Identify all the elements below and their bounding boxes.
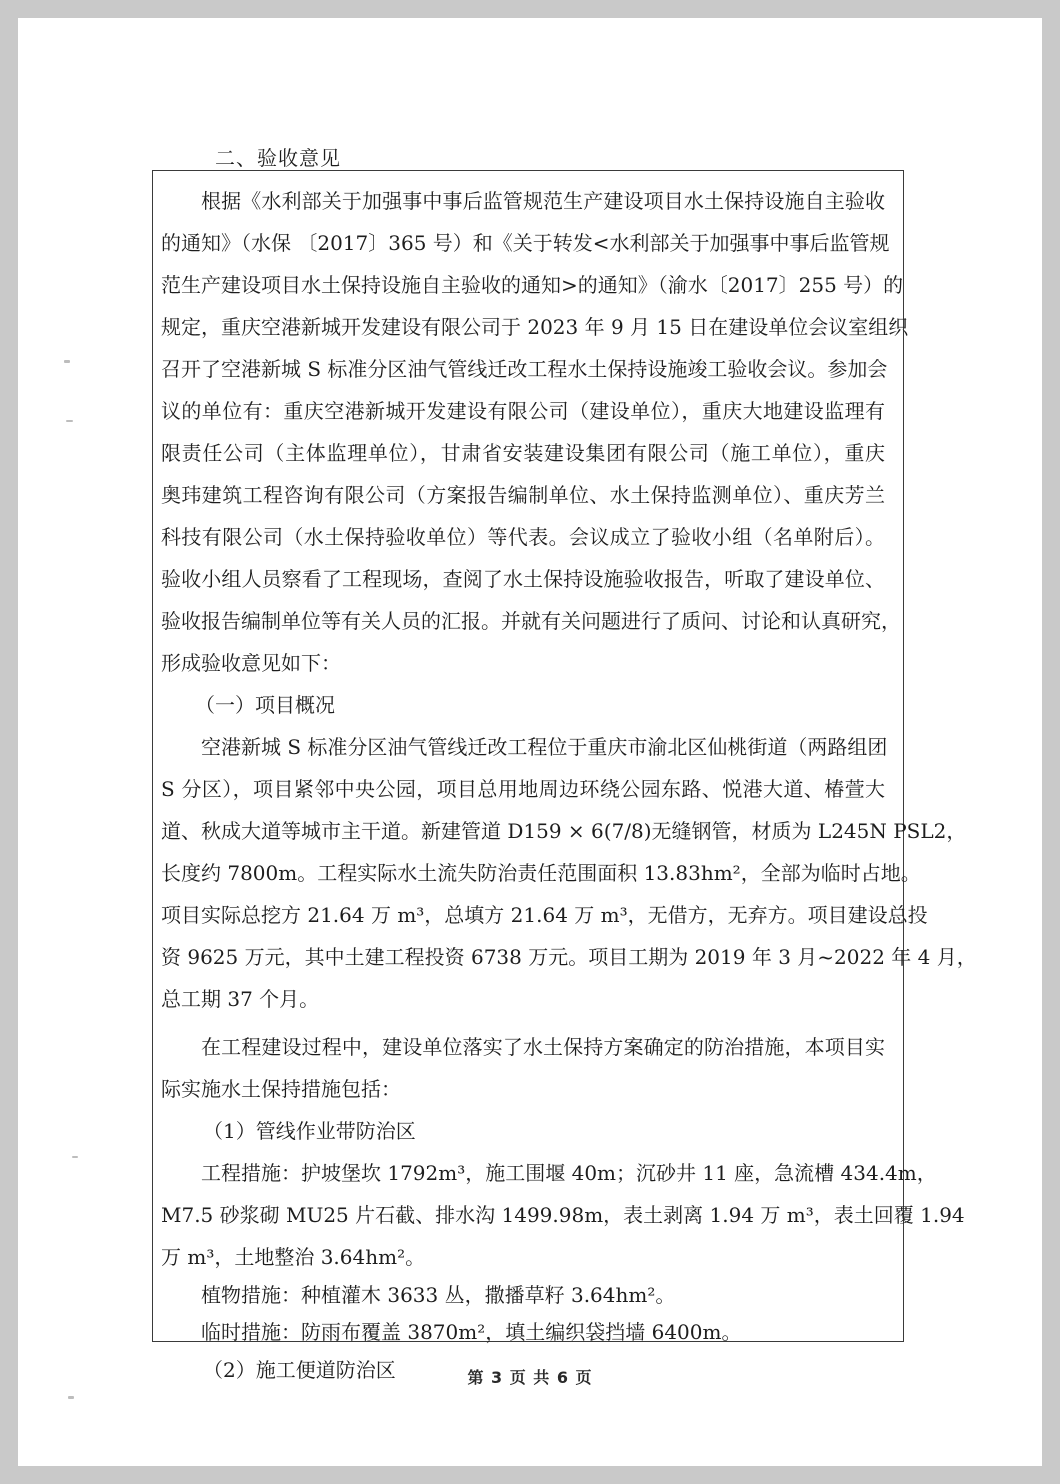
scan-speck [72,1156,78,1158]
body-line: 范生产建设项目水土保持设施自主验收的通知>的通知》（渝水〔2017〕255 号）的 [161,273,904,297]
body-line: 临时措施：防雨布覆盖 3870m²，填土编织袋挡墙 6400m。 [201,1320,742,1344]
body-line: 验收小组人员察看了工程现场，查阅了水土保持设施验收报告，听取了建设单位、 [161,567,885,591]
body-line: 形成验收意见如下： [161,651,341,675]
scan-speck [68,1396,74,1399]
body-line: 工程措施：护坡堡坎 1792m³，施工围堰 40m；沉砂井 11 座，急流槽 434.4m， [201,1161,937,1185]
body-line: 限责任公司（主体监理单位），甘肃省安装建设集团有限公司（施工单位），重庆 [161,441,885,465]
body-line: 长度约 7800m。工程实际水土流失防治责任范围面积 13.83hm²，全部为临时占地。 [161,861,921,885]
subsection-heading: （一）项目概况 [195,693,335,717]
body-line: 召开了空港新城 S 标准分区油气管线迁改工程水土保持设施竣工验收会议。参加会 [161,357,888,381]
subsection-heading: （2）施工便道防治区 [203,1358,396,1382]
subsection-heading: （1）管线作业带防治区 [203,1119,416,1143]
scan-speck [66,420,73,422]
scan-speck [64,360,70,363]
body-line: 验收报告编制单位等有关人员的汇报。并就有关问题进行了质问、讨论和认真研究， [161,609,901,633]
body-line: 植物措施：种植灌木 3633 丛，撒播草籽 3.64hm²。 [201,1283,676,1307]
body-line: 项目实际总挖方 21.64 万 m³，总填方 21.64 万 m³，无借方，无弃方。项目建设总投 [161,903,928,927]
body-line: 在工程建设过程中，建设单位落实了水土保持方案确定的防治措施，本项目实 [201,1035,885,1059]
body-line: S 分区），项目紧邻中央公园，项目总用地周边环绕公园东路、悦港大道、椿萱大 [161,777,885,801]
section-heading: 二、验收意见 [215,146,341,170]
body-line: 的通知》（水保 〔2017〕365 号）和《关于转发<水利部关于加强事中事后监管规 [161,231,890,255]
body-line: 规定，重庆空港新城开发建设有限公司于 2023 年 9 月 15 日在建设单位会议室组织 [161,315,909,339]
body-line: 万 m³，土地整治 3.64hm²。 [161,1245,426,1269]
body-line: 资 9625 万元，其中土建工程投资 6738 万元。项目工期为 2019 年 3 月~2022 年 4 月， [161,945,977,969]
body-line: 总工期 37 个月。 [161,987,320,1011]
body-line: 空港新城 S 标准分区油气管线迁改工程位于重庆市渝北区仙桃街道（两路组团 [201,735,888,759]
body-line: 际实施水土保持措施包括： [161,1077,401,1101]
body-line: 道、秋成大道等城市主干道。新建管道 D159 × 6(7/8)无缝钢管，材质为 L245N PSL2， [161,819,967,843]
page-number-footer: 第 3 页 共 6 页 [467,1368,593,1387]
body-line: 议的单位有：重庆空港新城开发建设有限公司（建设单位），重庆大地建设监理有 [161,399,885,423]
body-line: 科技有限公司（水土保持验收单位）等代表。会议成立了验收小组（名单附后）。 [161,525,885,549]
document-page [18,18,1042,1466]
body-line: 根据《水利部关于加强事中事后监管规范生产建设项目水土保持设施自主验收 [201,189,885,213]
body-line: M7.5 砂浆砌 MU25 片石截、排水沟 1499.98m，表土剥离 1.94 万 m³，表土回覆 1.94 [161,1203,965,1227]
body-line: 奥玮建筑工程咨询有限公司（方案报告编制单位、水土保持监测单位）、重庆芳兰 [161,483,885,507]
